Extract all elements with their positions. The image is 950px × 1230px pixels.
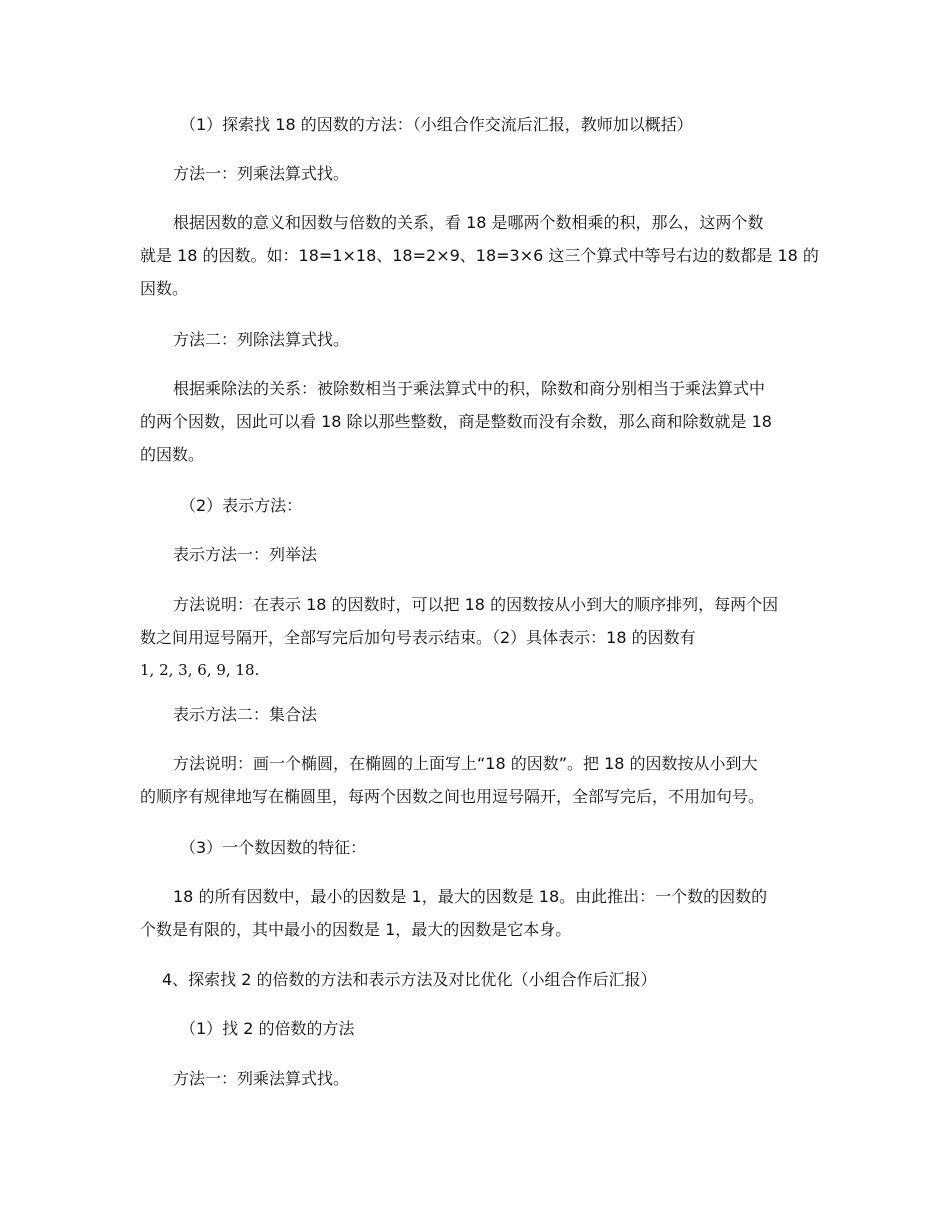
text-line: 方法一：列乘法算式找。 (173, 1069, 350, 1088)
set-method-paragraph (140, 747, 810, 813)
factor-list: 1, 2, 3, 6, 9, 18. (140, 661, 260, 679)
section-4-heading (162, 963, 832, 996)
heading-explore-factors-18 (180, 108, 850, 141)
text-line: 表示方法一：列举法 (173, 545, 318, 564)
text-line: （2）表示方法： (180, 496, 303, 515)
text-line: 的顺序有规律地写在椭圆里，每两个因数之间也用逗号隔开，全部写完后，不用加句号。 (140, 787, 765, 806)
text-line: （1）找 2 的倍数的方法 (180, 1019, 355, 1038)
text-line: 表示方法二：集合法 (173, 705, 318, 724)
text-line: （1）探索找 18 的因数的方法：（小组合作交流后汇报，教师加以概括） (180, 115, 693, 134)
text-line: 根据乘除法的关系：被除数相当于乘法算式中的积，除数和商分别相当于乘法算式中 (173, 379, 766, 398)
factor-features-heading (180, 831, 850, 864)
text-line: 就是 18 的因数。如：18=1×18、18=2×9、18=3×6 这三个算式中等号右边的数都是 18 的 (140, 246, 819, 265)
factor-features-paragraph (140, 880, 810, 946)
text-line: （3）一个数因数的特征： (180, 838, 367, 857)
method-two-paragraph (140, 372, 810, 471)
text-line: 根据因数的意义和因数与倍数的关系，看 18 是哪两个数相乘的积，那么，这两个数 (173, 213, 764, 232)
listing-method-paragraph (140, 588, 810, 687)
method-one-paragraph (140, 206, 819, 305)
text-line: 的因数。 (140, 445, 205, 464)
multiples-heading (180, 1012, 850, 1045)
text-line: 方法说明：画一个椭圆，在椭圆的上面写上“18 的因数”。把 18 的因数按从小到大 (173, 754, 758, 773)
text-line: 18 的所有因数中，最小的因数是 1，最大的因数是 18。由此推出：一个数的因数的 (173, 887, 768, 906)
text-line: 方法二：列除法算式找。 (173, 330, 350, 349)
multiples-method-one (173, 1062, 843, 1095)
representation-heading (180, 489, 850, 522)
text-line: 方法说明：在表示 18 的因数时，可以把 18 的因数按从小到大的顺序排列，每两个因 (173, 595, 779, 614)
representation-method-one (173, 538, 843, 571)
text-line: 因数。 (140, 279, 189, 298)
method-two-heading (173, 323, 843, 356)
text-line: 4、探索找 2 的倍数的方法和表示方法及对比优化（小组合作后汇报） (162, 970, 657, 989)
text-line: 的两个因数，因此可以看 18 除以那些整数，商是整数而没有余数，那么商和除数就是 18 (140, 412, 772, 431)
text-line: 个数是有限的，其中最小的因数是 1，最大的因数是它本身。 (140, 920, 572, 939)
method-one-heading (173, 157, 843, 190)
representation-method-two (173, 698, 843, 731)
text-line: 方法一：列乘法算式找。 (173, 164, 350, 183)
text-line: 数之间用逗号隔开，全部写完后加句号表示结束。（2）具体表示：18 的因数有 (140, 628, 696, 647)
